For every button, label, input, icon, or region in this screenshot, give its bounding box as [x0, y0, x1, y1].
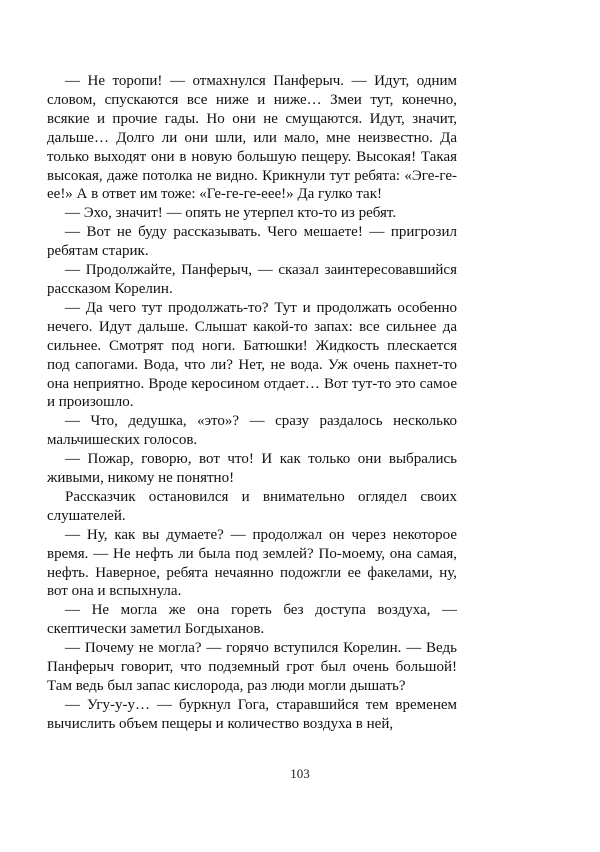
paragraph: — Что, дедушка, «это»? — сразу раздалось несколько мальчишеских голосов.	[47, 413, 457, 449]
paragraph: — Не торопи! — отмахнулся Панферыч. — Идут, одним словом, спускаются все ниже и ниже… Змеи тут, конечно, всякие и прочие гады. Но они не смущаются. Идут, значит, дальше… Долго ли они шли, или мало, мне неизвестно. Да только выходят они в новую большую пещеру. Высокая! Такая высокая, даже потолка не видно. Крикнули тут ребята: «Эге-ге-ее!» А в ответ им тоже: «Ге-ге-ге-еее!» Да гулко так!	[47, 73, 457, 203]
paragraph: — Эхо, значит! — опять не утерпел кто-то из ребят.	[65, 205, 397, 222]
paragraph: — Не могла же она гореть без доступа воздуха, — скептически заметил Богдыханов.	[47, 602, 457, 638]
text-body	[47, 72, 457, 734]
paragraph: Рассказчик остановился и внимательно оглядел своих слушателей.	[47, 488, 457, 524]
paragraph: — Пожар, говорю, вот что! И как только они выбрались живыми, никому не понятно!	[47, 451, 457, 487]
paragraph: — Да чего тут продолжать-то? Тут и продолжать особенно нечего. Идут дальше. Слышат какой-то запах: все сильнее да сильнее. Смотрят под ноги. Батюшки! Жидкость плескается под сапогами. Вода, что ли? Нет, не вода. Уж очень пахнет-то она неприятно. Вроде керосином отдает… Вот тут-то это самое и произошло.	[47, 299, 457, 411]
page-number: 103	[290, 766, 310, 781]
paragraph: — Почему не могла? — горячо вступился Корелин. — Ведь Панферыч говорит, что подземный грот был очень большой! Там ведь был запас кислорода, раз люди могли дышать?	[47, 640, 457, 694]
paragraph: — Ну, как вы думаете? — продолжал он через некоторое время. — Не нефть ли была под землей? По-моему, она самая, нефть. Наверное, ребята нечаянно подожгли ее факелами, ну, вот она и вспыхнула.	[47, 526, 457, 600]
paragraph: — Вот не буду рассказывать. Чего мешаете! — пригрозил ребятам старик.	[47, 224, 457, 260]
paragraph: — Продолжайте, Панферыч, — сказал заинтересовавшийся рассказом Корелин.	[47, 262, 457, 297]
paragraph: — Угу-у-у… — буркнул Гога, старавшийся тем временем вычислить объем пещеры и количество воздуха в ней,	[47, 696, 457, 732]
